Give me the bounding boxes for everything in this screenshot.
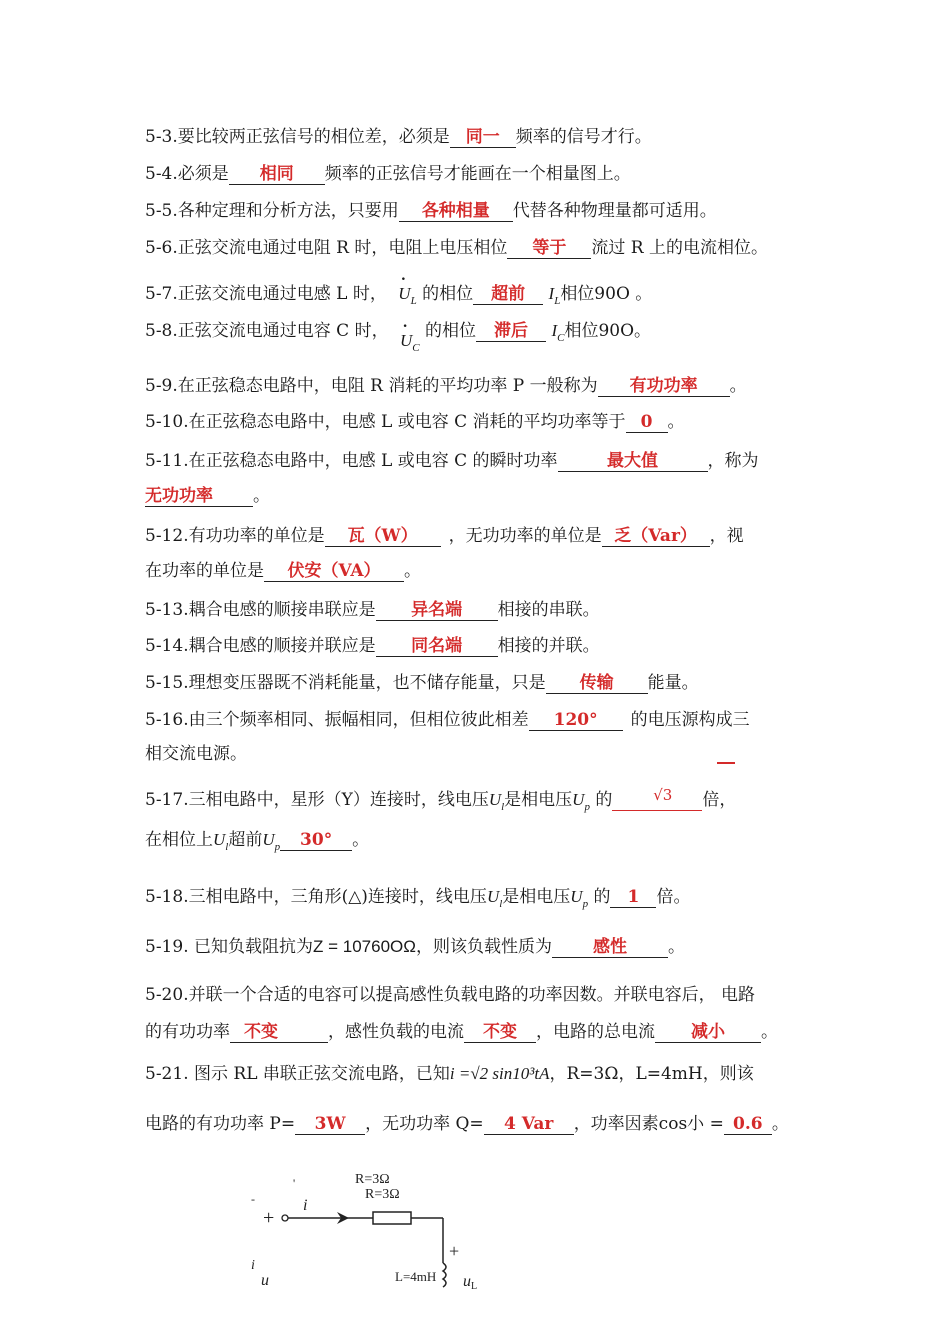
resistor-symbol — [373, 1212, 411, 1224]
question-text: 。 — [253, 486, 270, 506]
question-5-21 — [145, 1063, 754, 1085]
question-text: 。 — [667, 937, 685, 957]
question-text: 5-6.正弦交流电通过电阻 R 时，电阻上电压相位 — [145, 238, 508, 258]
dot-mark: ' — [293, 1176, 296, 1190]
question-5-4 — [145, 163, 631, 185]
question-text: 的相位 — [425, 321, 477, 341]
question-5-14 — [145, 635, 600, 657]
question-5-7 — [145, 283, 652, 312]
symbol-subscript: l — [499, 898, 503, 910]
question-text: 5-4.必须是 — [145, 164, 229, 184]
question-text: 5-13.耦合电感的顺接串联应是 — [145, 600, 376, 620]
question-text: ，R=3Ω，L=4mH，则该 — [549, 1064, 754, 1084]
answer-blank — [626, 412, 668, 433]
plus-sign-right: + — [449, 1241, 460, 1261]
answer-blank — [552, 937, 668, 958]
question-text: 能量。 — [647, 673, 699, 693]
question-text: 的相位 — [422, 284, 474, 304]
current-formula: i =√2 sin10³tA — [449, 1064, 550, 1083]
answer-text: 减小 — [691, 1022, 725, 1042]
symbol-subscript: p — [584, 801, 590, 813]
answer-blank — [724, 1114, 772, 1135]
answer-text: 感性 — [592, 937, 627, 957]
question-text: 5-18.三相电路中，三角形(△)连接时，线电压 — [145, 887, 487, 907]
red-dash-mark — [717, 762, 735, 764]
answer-blank — [280, 830, 352, 851]
symbol-Up — [572, 790, 590, 813]
question-text: 5-20.并联一个合适的电容可以提高感性负载电路的功率因数。并联电容后， 电路 — [145, 985, 755, 1005]
answer-blank — [558, 451, 708, 472]
question-text: 5-3.要比较两正弦信号的相位差，必须是 — [145, 127, 450, 147]
question-text: 电路的有功功率 P= — [145, 1114, 296, 1134]
question-text: 流过 R 上的电流相位。 — [591, 238, 768, 258]
phasor-symbol-UL — [398, 283, 416, 312]
answer-blank — [610, 887, 656, 908]
symbol-subscript: C — [412, 342, 420, 354]
question-text: 5-16.由三个频率相同、振幅相同，但相位彼此相差 — [145, 710, 529, 730]
symbol-IL — [548, 284, 561, 307]
question-text: ，无功功率 Q= — [365, 1114, 484, 1134]
question-text: 在功率的单位是 — [145, 561, 264, 581]
question-5-20-cont — [145, 1021, 778, 1043]
answer-blank — [450, 127, 516, 148]
question-text: 在相位上 — [145, 830, 213, 850]
question-text: 相位90O 。 — [560, 284, 653, 304]
question-text: 5-15.理想变压器既不消耗能量，也不储存能量，只是 — [145, 673, 546, 693]
question-text: 相位90O。 — [564, 321, 652, 341]
question-5-19 — [145, 936, 685, 958]
question-5-9 — [145, 375, 747, 397]
symbol-letter: I — [548, 284, 555, 303]
answer-text: 各种相量 — [421, 201, 490, 221]
symbol-subscript: p — [274, 841, 281, 853]
answer-text: 异名端 — [411, 600, 463, 620]
answer-blank — [507, 238, 591, 259]
question-text: ，称为 — [707, 451, 759, 471]
question-text: 。 — [404, 561, 421, 581]
symbol-subscript: l — [501, 801, 505, 813]
symbol-letter: U — [570, 887, 583, 906]
symbol-Ul — [213, 830, 229, 853]
question-5-12-cont — [145, 560, 421, 582]
plus-sign-left: + — [263, 1207, 275, 1229]
answer-blank — [473, 284, 543, 305]
question-5-17 — [145, 786, 737, 818]
answer-blank — [602, 526, 710, 547]
symbol-Ul — [488, 790, 505, 813]
answer-blank — [484, 1114, 574, 1135]
symbol-letter: U — [398, 284, 411, 303]
symbol-subscript: L — [554, 295, 561, 307]
phasor-symbol-UC — [400, 330, 420, 359]
answer-blank — [264, 561, 404, 582]
answer-text: 1 — [627, 887, 640, 907]
answer-blank — [295, 1114, 365, 1135]
answer-blank — [612, 786, 702, 811]
question-text: 。 — [771, 1114, 789, 1134]
question-text: 是相电压 — [502, 887, 571, 907]
answer-text: √3 — [653, 786, 673, 804]
inductor-label: L=4mH — [395, 1269, 437, 1284]
question-5-16 — [145, 709, 750, 731]
symbol-Ul — [486, 887, 503, 910]
answer-text: 等于 — [532, 238, 567, 258]
source-voltage-label: u — [261, 1272, 269, 1289]
question-text: 。 — [761, 1022, 778, 1042]
answer-text: 相同 — [259, 164, 294, 184]
question-5-11 — [145, 450, 759, 472]
answer-blank — [464, 1022, 536, 1043]
question-text: 。 — [352, 830, 370, 850]
answer-text: 0 — [640, 412, 653, 432]
symbol-letter: I — [551, 321, 558, 340]
answer-text: 120° — [553, 710, 598, 730]
rl-circuit-diagram — [245, 1165, 505, 1295]
question-5-17-cont — [145, 829, 369, 858]
answer-blank — [229, 164, 325, 185]
question-text: 的有功功率 — [145, 1022, 230, 1042]
question-text: ，视 — [709, 526, 744, 546]
symbol-subscript: p — [582, 898, 589, 910]
symbol-Up — [570, 887, 589, 910]
question-text: 相接的并联。 — [497, 636, 600, 656]
answer-text: 有功功率 — [629, 376, 698, 396]
question-text: 5-12.有功功率的单位是 — [145, 526, 325, 546]
answer-text: 同一 — [465, 127, 500, 147]
answer-blank — [476, 321, 546, 342]
question-text: 5-21. 图示 RL 串联正弦交流电路，已知 — [145, 1064, 450, 1084]
answer-blank — [145, 486, 253, 507]
question-5-21-cont — [145, 1113, 789, 1135]
question-text: 相交流电源。 — [145, 744, 247, 764]
question-text: 是相电压 — [504, 790, 573, 810]
question-text: 的 — [593, 887, 611, 907]
answer-blank — [655, 1022, 761, 1043]
symbol-letter: U — [488, 790, 502, 809]
question-5-16-cont — [145, 743, 247, 765]
question-5-15 — [145, 672, 699, 694]
symbol-subscript: l — [225, 841, 229, 853]
answer-blank — [399, 201, 513, 222]
question-text: 5-14.耦合电感的顺接并联应是 — [145, 636, 376, 656]
question-text: ，感性负载的电流 — [328, 1022, 464, 1042]
symbol-letter: U — [400, 331, 413, 350]
question-text: 5-7.正弦交流电通过电感 L 时， — [145, 284, 387, 304]
answer-blank — [376, 600, 498, 621]
question-5-13 — [145, 599, 600, 621]
question-text: 5-5.各种定理和分析方法，只要用 — [145, 201, 399, 221]
question-text: ，无功功率的单位是 — [448, 526, 602, 546]
question-text: 频率的正弦信号才能画在一个相量图上。 — [324, 164, 631, 184]
question-5-10 — [145, 411, 685, 433]
answer-text: 超前 — [491, 284, 526, 304]
question-text: 5-17.三相电路中，星形（Y）连接时，线电压 — [145, 790, 489, 810]
resistor-label: R=3Ω — [365, 1187, 400, 1202]
answer-text: 4 Var — [504, 1114, 554, 1134]
answer-text: 乏（Var） — [614, 526, 697, 546]
answer-blank — [325, 526, 441, 547]
answer-text: 30° — [300, 830, 333, 850]
question-text: 超前 — [228, 830, 263, 850]
impedance-formula: Z = 10760OΩ — [313, 937, 416, 956]
answer-blank — [230, 1022, 328, 1043]
question-text: 频率的信号才行。 — [515, 127, 652, 147]
question-5-3 — [145, 126, 652, 148]
answer-text: 瓦（W） — [347, 526, 418, 546]
answer-text: 不变 — [244, 1022, 278, 1042]
question-5-12 — [145, 525, 744, 547]
current-label: i — [303, 1197, 308, 1214]
question-text: ，电路的总电流 — [536, 1022, 655, 1042]
question-text: 5-9.在正弦稳态电路中，电阻 R 消耗的平均功率 P 一般称为 — [145, 376, 598, 396]
question-text: 5-11.在正弦稳态电路中，电感 L 或电容 C 的瞬时功率 — [145, 451, 558, 471]
symbol-subscript: L — [410, 295, 417, 307]
source-current-label: i — [251, 1258, 255, 1273]
question-text: 5-10.在正弦稳态电路中，电感 L 或电容 C 消耗的平均功率等于 — [145, 412, 626, 432]
question-text: 相接的串联。 — [497, 600, 600, 620]
question-text: 倍， — [702, 790, 737, 810]
symbol-IC — [551, 321, 565, 344]
minus-sign-left: - — [251, 1192, 255, 1206]
answer-text: 不变 — [483, 1022, 517, 1042]
answer-text: 传输 — [579, 673, 614, 693]
answer-text: 最大值 — [607, 451, 659, 471]
question-5-18 — [145, 886, 690, 915]
question-text: 的电压源构成三 — [630, 710, 750, 730]
answer-blank — [529, 710, 623, 731]
symbol-letter: U — [262, 830, 275, 849]
answer-text: 0.6 — [733, 1114, 763, 1134]
inductor-voltage-label: uL — [463, 1273, 478, 1292]
question-5-20 — [145, 984, 755, 1006]
answer-text: 无功功率 — [145, 486, 213, 506]
answer-text: 同名端 — [411, 636, 463, 656]
question-text: 的 — [595, 790, 613, 810]
symbol-letter: U — [486, 887, 500, 906]
question-text: 代替各种物理量都可适用。 — [512, 201, 717, 221]
resistor-label-top: R=3Ω — [355, 1172, 390, 1187]
question-text: ，功率因素cos小 = — [573, 1114, 724, 1134]
question-text: 。 — [729, 376, 747, 396]
answer-text: 3W — [314, 1114, 346, 1134]
symbol-letter: U — [213, 830, 226, 849]
answer-blank — [546, 673, 648, 694]
symbol-subscript: C — [557, 332, 565, 344]
question-5-5 — [145, 200, 717, 222]
question-text: ，则该负载性质为 — [415, 937, 552, 957]
symbol-letter: U — [572, 790, 585, 809]
question-text: 5-19. 已知负载阻抗为 — [145, 937, 313, 957]
question-text: 。 — [667, 412, 685, 432]
symbol-Up — [262, 830, 281, 853]
answer-text: 伏安（VA） — [287, 561, 381, 581]
answer-blank — [598, 376, 730, 397]
terminal-node — [282, 1215, 288, 1221]
question-5-11-cont — [145, 485, 270, 507]
question-5-6 — [145, 237, 768, 259]
answer-text: 滞后 — [494, 321, 529, 341]
answer-blank — [376, 636, 498, 657]
question-5-8 — [145, 320, 652, 354]
question-text: 倍。 — [656, 887, 691, 907]
inductor-coil-icon — [443, 1263, 446, 1287]
question-text: 5-8.正弦交流电通过电容 C 时， — [145, 321, 389, 341]
